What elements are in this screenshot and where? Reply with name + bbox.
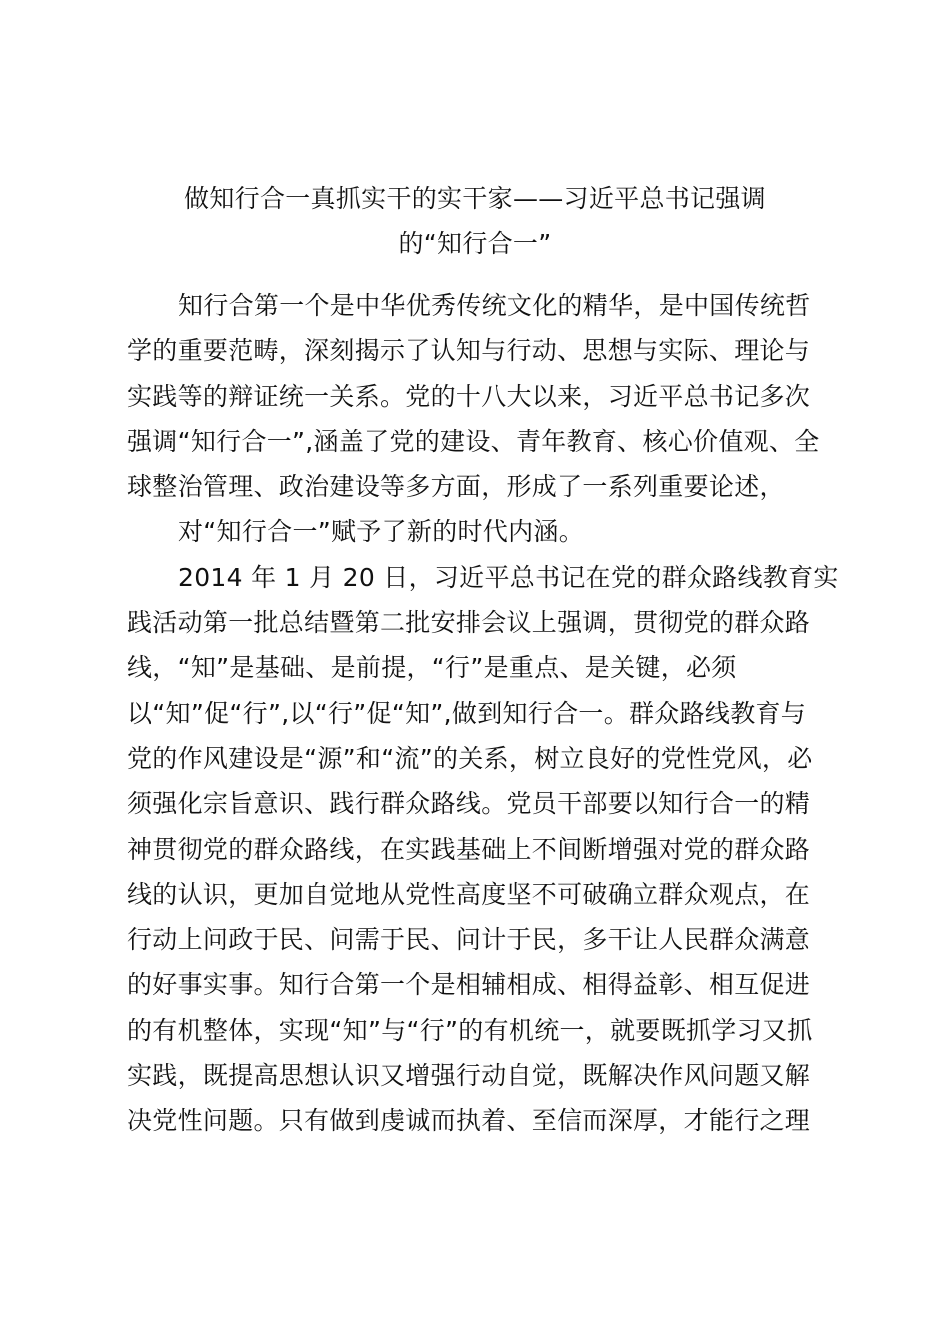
paragraph-line: 线，“知”是基础、是前提，“行”是重点、是关键，必须 [127, 653, 737, 683]
paragraph-line: 线的认识，更加自觉地从党性高度坚不可破确立群众观点，在 [127, 879, 811, 909]
paragraph-line: 实践，既提高思想认识又增强行动自觉，既解决作风问题又解 [127, 1061, 811, 1091]
paragraph-line: 学的重要范畴，深刻揭示了认知与行动、思想与实际、理论与 [127, 336, 811, 366]
paragraph-line: 强调“知行合一”,涵盖了党的建设、青年教育、核心价值观、全 [127, 426, 820, 456]
paragraph-line: 行动上问政于民、问需于民、问计于民，多干让人民群众满意 [127, 925, 811, 955]
paragraph-line: 决党性问题。只有做到虔诚而执着、至信而深厚，才能行之理 [127, 1106, 811, 1136]
paragraph-line: 神贯彻党的群众路线，在实践基础上不间断增强对党的群众路 [127, 834, 811, 864]
paragraph-line: 2014 年 1 月 20 日，习近平总书记在党的群众路线教育实 [178, 562, 839, 592]
document-body [127, 283, 839, 1144]
paragraph-line: 的好事实事。知行合第一个是相辅相成、相得益彰、相互促进 [127, 970, 811, 1000]
paragraph-line: 的有机整体，实现“知”与“行”的有机统一，就要既抓学习又抓 [127, 1015, 813, 1045]
paragraph-line: 实践等的辩证统一关系。党的十八大以来，习近平总书记多次 [127, 381, 811, 411]
paragraph-line: 球整治管理、政治建设等多方面，形成了一系列重要论述， [127, 472, 785, 502]
paragraph-line: 知行合第一个是中华优秀传统文化的精华，是中国传统哲 [178, 291, 811, 320]
title-line: 的“知行合一” [398, 229, 552, 259]
title-line: 做知行合一真抓实干的实干家——习近平总书记强调 [184, 184, 766, 213]
document-title [120, 176, 830, 267]
paragraph-line: 对“知行合一”赋予了新的时代内涵。 [178, 517, 585, 547]
paragraph-line: 以“知”促“行”,以“行”促“知”,做到知行合一。群众路线教育与 [127, 698, 807, 728]
paragraph-line: 践活动第一批总结暨第二批安排会议上强调，贯彻党的群众路 [127, 608, 811, 638]
paragraph-line: 须强化宗旨意识、践行群众路线。党员干部要以知行合一的精 [127, 789, 811, 819]
paragraph-line: 党的作风建设是“源”和“流”的关系，树立良好的党性党风，必 [127, 743, 813, 773]
